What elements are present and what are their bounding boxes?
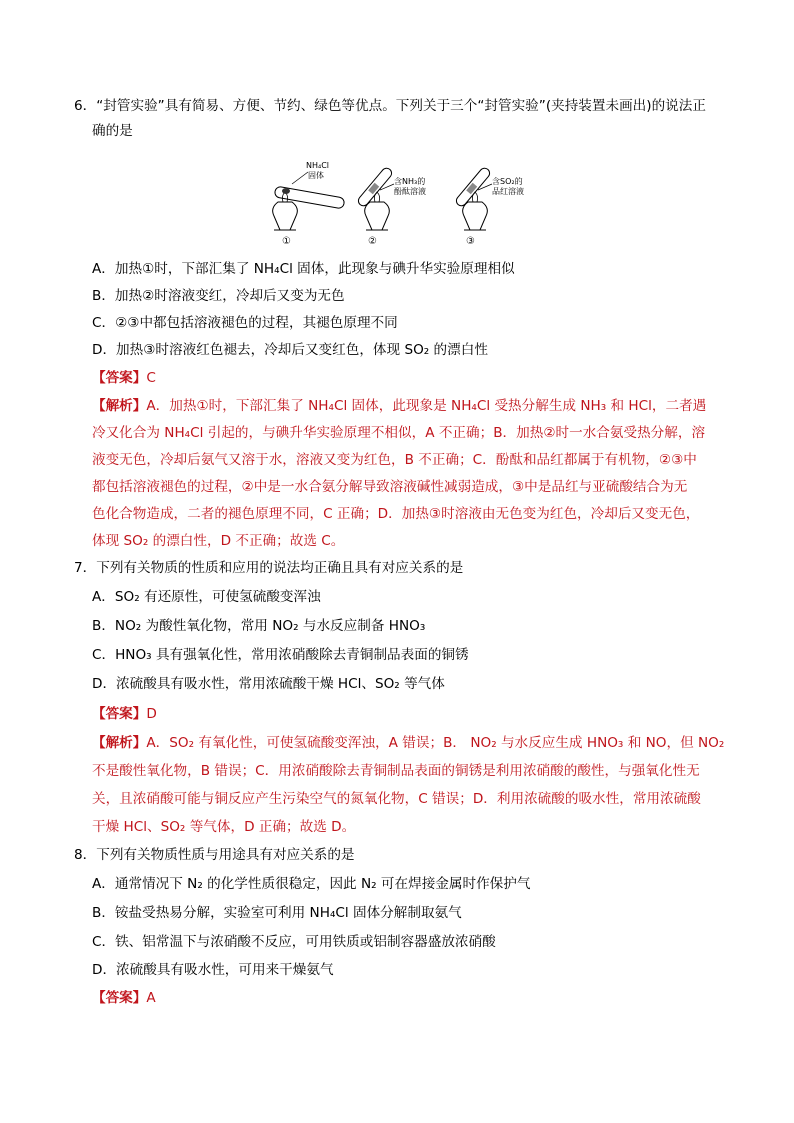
q7-option-a: A．SO₂ 有还原性，可使氢硫酸变浑浊 [92, 589, 321, 605]
q7-analysis-line3: 关，且浓硝酸可能与铜反应产生污染空气的氮氧化物，C 错误；D．利用浓硫酸的吸水性，常用浓硫酸 [92, 791, 701, 807]
q6-option-a: A．加热①时，下部汇集了 NH₄Cl 固体，此现象与碘升华实验原理相似 [92, 261, 515, 277]
q6-answer-value: C [146, 370, 156, 386]
q6-answer [92, 368, 156, 388]
label-nh3-line1: 含NH₃的 [394, 177, 426, 186]
q6-analysis-line2: 冷又化合为 NH₄Cl 引起的，与碘升华实验原理不相似，A 不正确；B．加热②时一水合氨受热分解，溶 [92, 425, 706, 441]
q8-answer [92, 988, 156, 1008]
q6-analysis-tag: 【解析】 [92, 398, 147, 414]
q8-answer-tag: 【答案】 [92, 990, 147, 1006]
q6-option-c: C．②③中都包括溶液褪色的过程，其褪色原理不同 [92, 315, 398, 331]
q8-answer-value: A [146, 990, 156, 1006]
q7-analysis-line1: 【解析】A．SO₂ 有氧化性，可使氢硫酸变浑浊，A 错误；B． NO₂ 与水反应生成 HNO₃ 和 NO，但 NO₂ [92, 735, 725, 751]
q6-stem-line1: 6．“封管实验”具有简易、方便、节约、绿色等优点。下列关于三个“封管实验”(夹持装置未画出)的说法正 [74, 98, 706, 114]
q6-stem-line2: 确的是 [92, 123, 133, 139]
q6-analysis-line4: 都包括溶液褪色的过程，②中是一水合氨分解导致溶液碱性减弱造成，③中是品红与亚硫酸结合为无 [92, 479, 688, 495]
q8-option-b: B．铵盐受热易分解，实验室可利用 NH₄Cl 固体分解制取氨气 [92, 905, 462, 921]
apparatus-number-2: ② [368, 236, 377, 247]
label-solid: 固体 [308, 171, 324, 180]
q6-answer-tag: 【答案】 [92, 370, 147, 386]
apparatus-number-1: ① [282, 236, 291, 247]
q6-analysis-line5: 色化合物造成，二者的褪色原理不同，C 正确；D．加热③时溶液由无色变为红色，冷却后又变无色， [92, 506, 700, 522]
q7-option-b: B．NO₂ 为酸性氧化物，常用 NO₂ 与水反应制备 HNO₃ [92, 618, 426, 634]
q8-option-c: C．铁、铝常温下与浓硝酸不反应，可用铁质或铝制容器盛放浓硝酸 [92, 934, 496, 950]
q7-analysis-tag: 【解析】 [92, 735, 147, 751]
q7-option-c: C．HNO₃ 具有强氧化性，常用浓硝酸除去青铜制品表面的铜锈 [92, 647, 469, 663]
apparatus-3 [454, 166, 524, 247]
q6-option-b: B．加热②时溶液变红，冷却后又变为无色 [92, 288, 345, 304]
q7-answer-tag: 【答案】 [92, 706, 147, 722]
q8-stem: 8．下列有关物质性质与用途具有对应关系的是 [74, 847, 355, 863]
apparatus-2 [356, 166, 426, 247]
apparatus-number-3: ③ [466, 236, 475, 247]
q6-analysis-line1: 【解析】A．加热①时，下部汇集了 NH₄Cl 固体，此现象是 NH₄Cl 受热分解生成 NH₃ 和 HCl，二者遇 [92, 398, 707, 414]
label-so2-line2: 品红溶液 [492, 187, 524, 196]
q7-analysis-line2: 不是酸性氧化物，B 错误；C．用浓硝酸除去青铜制品表面的铜锈是利用浓硝酸的酸性，与强氧化性无 [92, 763, 700, 779]
label-nh3-line2: 酚酞溶液 [394, 187, 426, 196]
q6-analysis-line6: 体现 SO₂ 的漂白性，D 不正确；故选 C。 [92, 533, 345, 549]
q7-analysis-line4: 干燥 HCl、SO₂ 等气体，D 正确；故选 D。 [92, 819, 356, 835]
q7-option-d: D．浓硫酸具有吸水性，常用浓硫酸干燥 HCl、SO₂ 等气体 [92, 676, 445, 692]
q8-option-d: D．浓硫酸具有吸水性，可用来干燥氨气 [92, 962, 334, 978]
q8-option-a: A．通常情况下 N₂ 的化学性质很稳定，因此 N₂ 可在焊接金属时作保护气 [92, 876, 531, 892]
q7-answer [92, 704, 157, 724]
label-nh4cl: NH₄Cl [306, 161, 330, 170]
q6-option-d: D．加热③时溶液红色褪去，冷却后又变红色，体现 SO₂ 的漂白性 [92, 342, 488, 358]
q7-answer-value: D [146, 706, 157, 722]
label-so2-line1: 含SO₂的 [492, 177, 523, 186]
sealed-tube-experiment-figure [262, 158, 552, 248]
q6-analysis-line3: 液变无色，冷却后氨气又溶于水，溶液又变为红色，B 不正确；C．酚酞和品红都属于有机物，②③中 [92, 452, 697, 468]
q7-stem: 7．下列有关物质的性质和应用的说法均正确且具有对应关系的是 [74, 560, 464, 576]
apparatus-1 [273, 161, 345, 247]
